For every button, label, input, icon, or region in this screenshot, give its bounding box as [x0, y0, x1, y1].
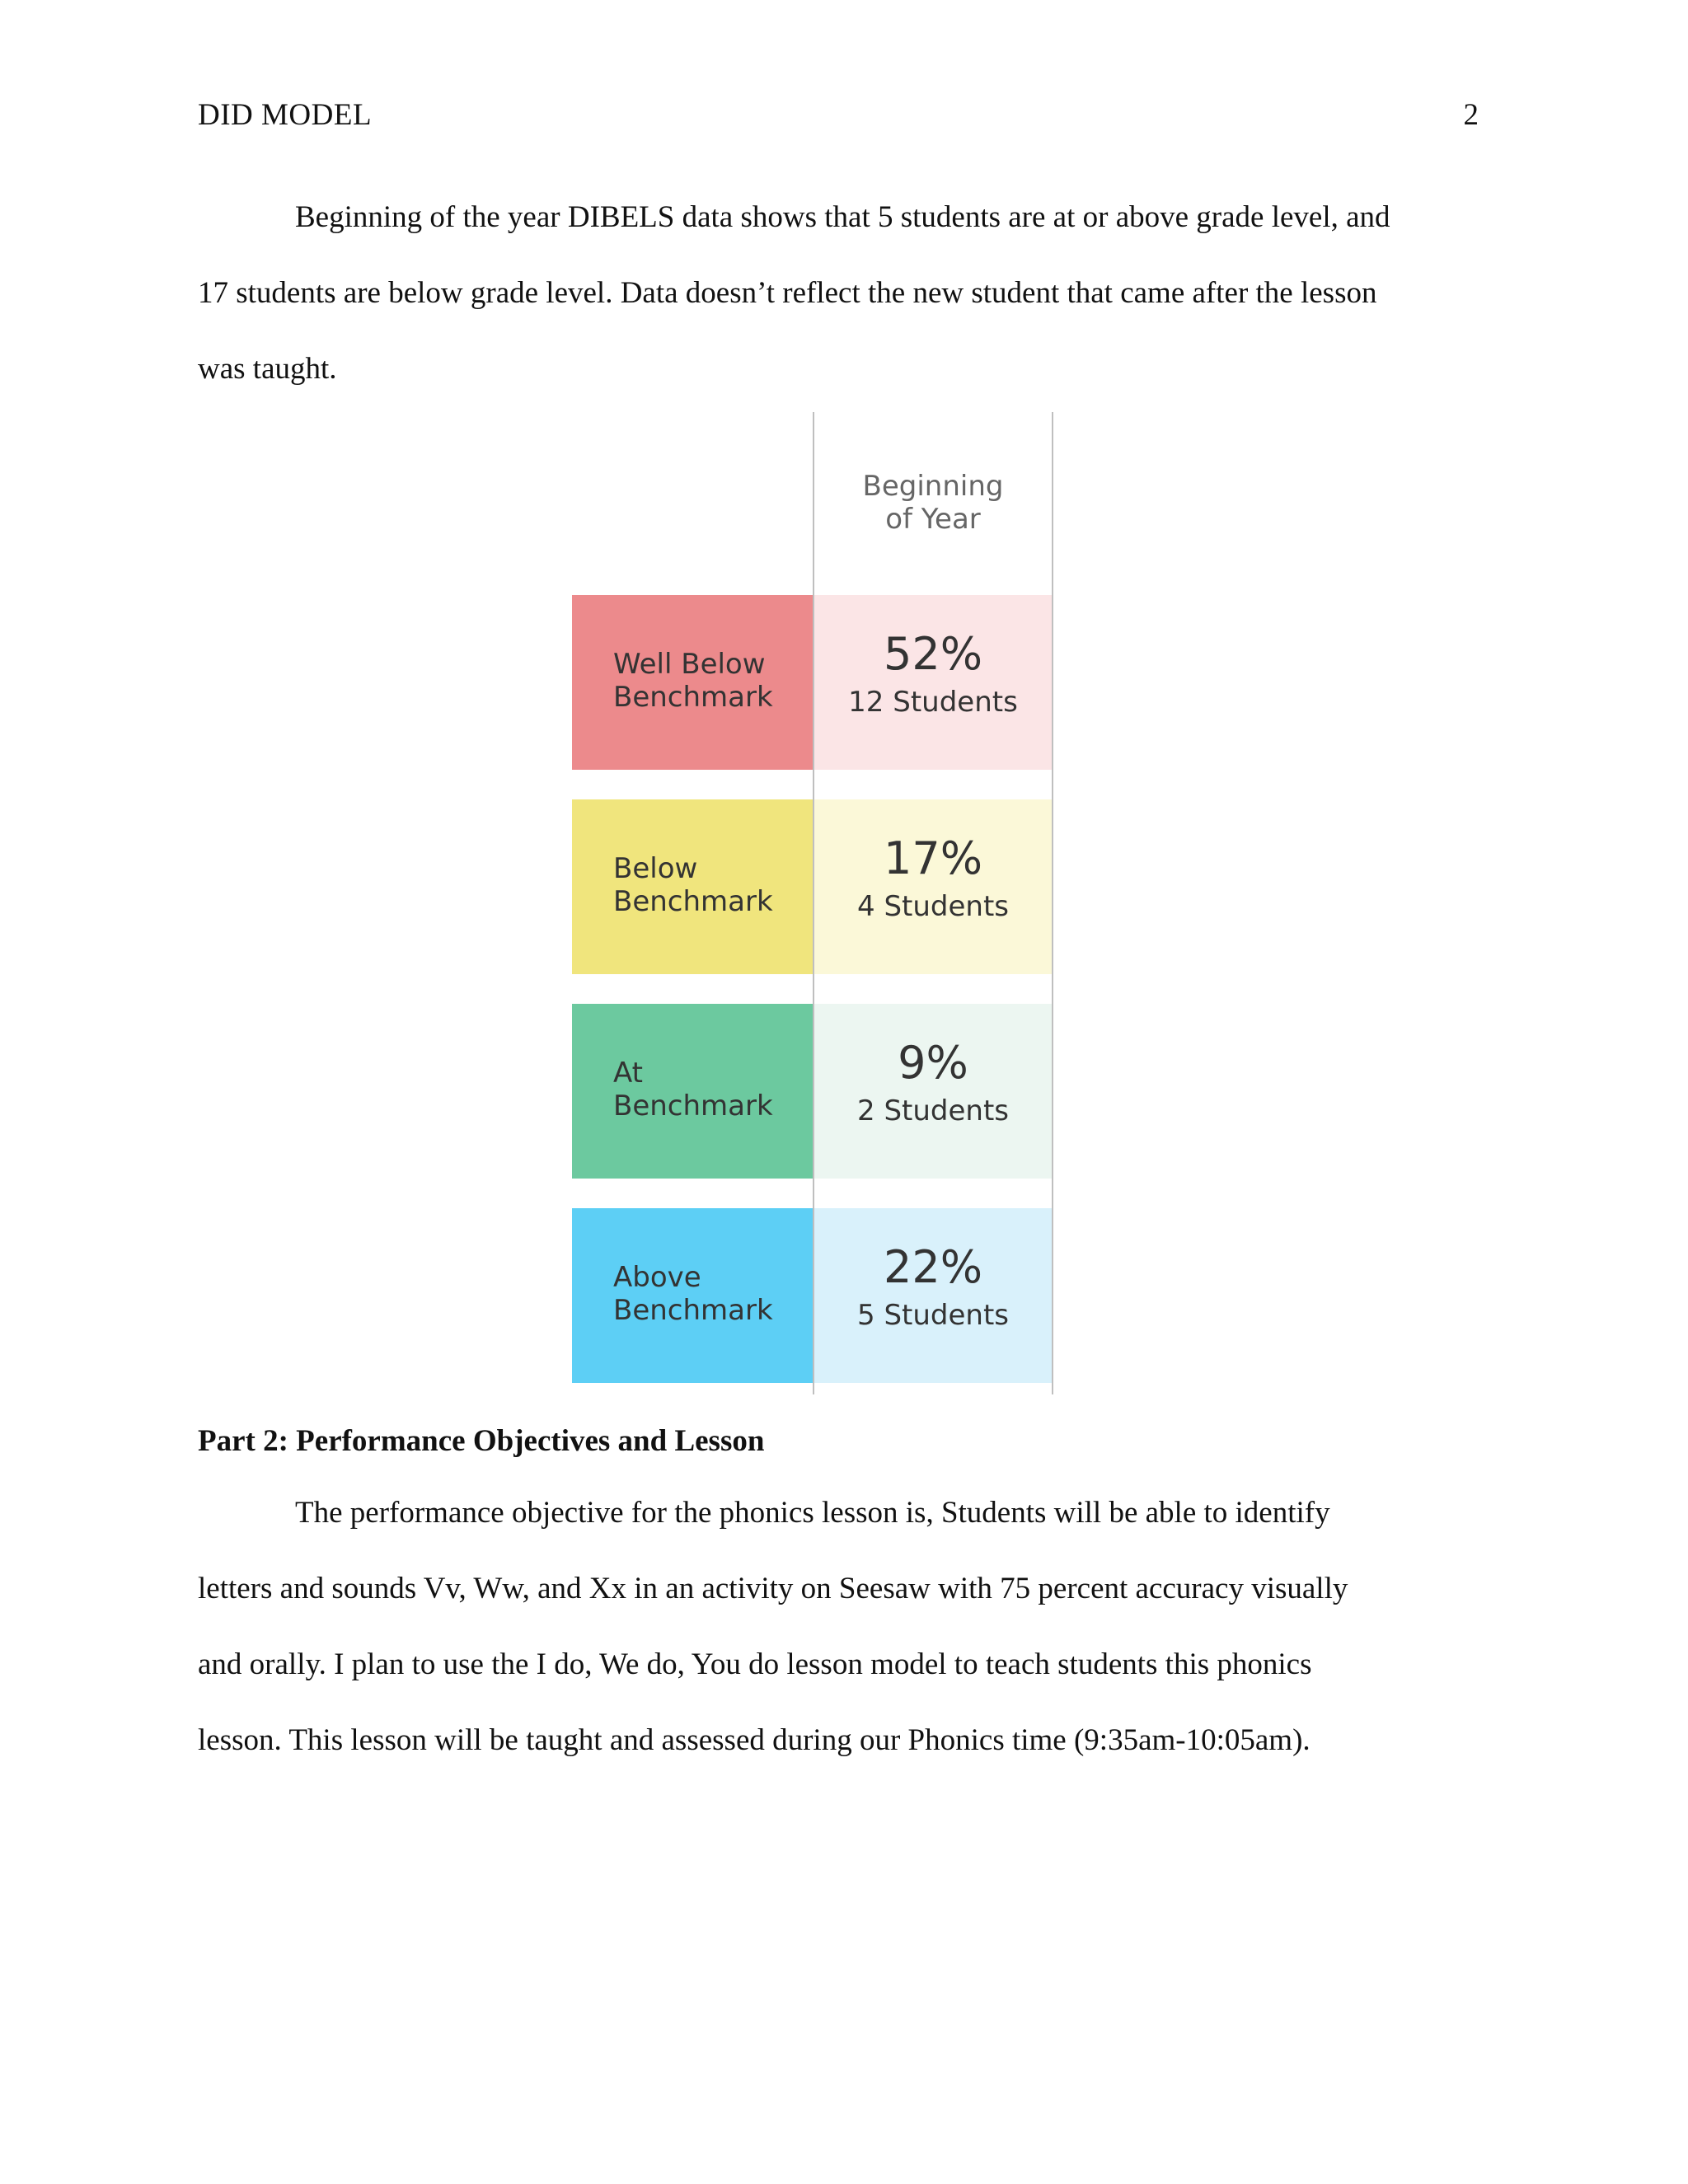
- band-student-count: 12 Students: [848, 686, 1018, 719]
- page-number: 2: [1463, 98, 1479, 132]
- band-value-cell: [814, 1004, 1052, 1179]
- paragraph-line: letters and sounds Vv, Ww, and Xx in an activity on Seesaw with 75 percent accuracy visually: [198, 1572, 1348, 1605]
- paragraph-line: The performance objective for the phonics lesson is, Students will be able to identify: [295, 1496, 1330, 1530]
- column-header: [814, 470, 1052, 536]
- benchmark-row: [572, 1208, 1052, 1383]
- band-value-cell: [814, 595, 1052, 770]
- objective-paragraph: [198, 1475, 1484, 1779]
- paragraph-line: was taught.: [198, 352, 337, 386]
- band-student-count: 5 Students: [857, 1299, 1009, 1332]
- section-heading: Part 2: Performance Objectives and Lesson: [198, 1424, 765, 1458]
- band-label-line: Well Below: [613, 648, 766, 681]
- band-label: [613, 1057, 803, 1122]
- paragraph-line: and orally. I plan to use the I do, We do, You do lesson model to teach students this phonics: [198, 1647, 1312, 1681]
- intro-paragraph: [198, 180, 1484, 407]
- benchmark-row: [572, 799, 1052, 974]
- band-label-line: Below: [613, 852, 698, 885]
- figure-divider: [1052, 412, 1053, 1394]
- band-label-line: Benchmark: [613, 1090, 773, 1122]
- band-value-cell: [814, 799, 1052, 974]
- band-percent: 9%: [898, 1037, 968, 1089]
- band-percent: 22%: [883, 1241, 983, 1293]
- band-label-line: At: [613, 1057, 643, 1090]
- band-label: [613, 648, 803, 714]
- running-head: DID MODEL: [198, 98, 373, 132]
- paragraph-line: Beginning of the year DIBELS data shows that 5 students are at or above grade level, and: [295, 200, 1390, 234]
- band-value-cell: [814, 1208, 1052, 1383]
- band-label-line: Benchmark: [613, 885, 773, 918]
- band-student-count: 4 Students: [857, 890, 1009, 923]
- paragraph-line: 17 students are below grade level. Data doesn’t reflect the new student that came after the lesson: [198, 276, 1377, 310]
- benchmark-figure: [572, 412, 1058, 1401]
- band-percent: 52%: [883, 628, 983, 680]
- benchmark-row: [572, 595, 1052, 770]
- band-label-line: Above: [613, 1261, 701, 1294]
- column-header-line: of Year: [885, 503, 981, 536]
- band-percent: 17%: [883, 832, 983, 884]
- paragraph-line: lesson. This lesson will be taught and assessed during our Phonics time (9:35am-10:05am).: [198, 1723, 1311, 1757]
- column-header-line: Beginning: [862, 470, 1004, 503]
- band-label-line: Benchmark: [613, 1294, 773, 1327]
- band-label: [613, 1261, 803, 1327]
- band-label: [613, 852, 803, 918]
- band-label-line: Benchmark: [613, 681, 773, 714]
- band-student-count: 2 Students: [857, 1094, 1009, 1127]
- benchmark-row: [572, 1004, 1052, 1179]
